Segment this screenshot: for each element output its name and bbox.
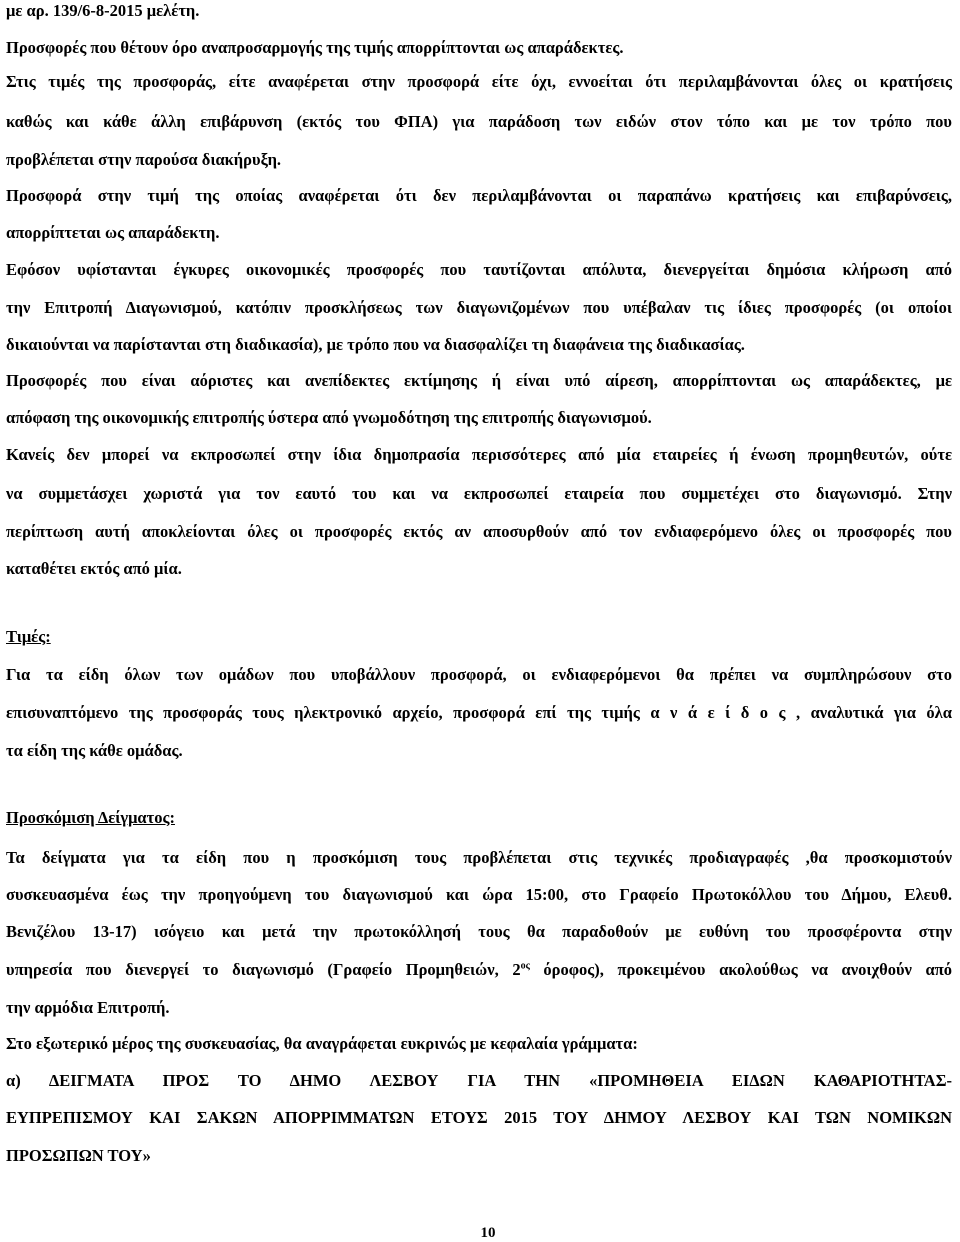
label-line: ΠΡΟΣΩΠΩΝ ΤΟΥ» xyxy=(6,1146,151,1165)
text-line: Προσφορές που είναι αόριστες και ανεπίδεκτες εκτίμησης ή είναι υπό αίρεση, απορρίπτονται ως απαράδεκτες, με xyxy=(6,371,952,390)
text-line: την αρμόδια Επιτροπή. xyxy=(6,998,170,1017)
text-fragment: όροφος), προκειμένου ακολούθως να ανοιχθούν από xyxy=(529,960,952,979)
superscript: ος xyxy=(520,960,530,972)
text-fragment: υπηρεσία που διενεργεί το διαγωνισμό (Γραφείο Προμηθειών, 2 xyxy=(6,960,521,979)
text-line: Βενιζέλου 13-17) ισόγειο και μετά την πρωτοκόλλησή τους θα παραδοθούν με ευθύνη του προσφέροντα στην xyxy=(6,922,952,941)
text-line: την Επιτροπή Διαγωνισμού, κατόπιν προσκλήσεως των διαγωνιζομένων που υπέβαλαν τις ίδιες προσφορές (οι οποίοι xyxy=(6,298,952,317)
text-line: Προσφορά στην τιμή της οποίας αναφέρεται ότι δεν περιλαμβάνονται οι παραπάνω κρατήσεις και επιβαρύνσεις, xyxy=(6,186,952,205)
text-line: Για τα είδη όλων των ομάδων που υποβάλλουν προσφορά, οι ενδιαφερόμενοι θα πρέπει να συμπληρώσουν στο xyxy=(6,665,952,684)
page-number: 10 xyxy=(480,1225,496,1241)
text-line: απορρίπτεται ως απαράδεκτη. xyxy=(6,223,220,242)
text-line: καθώς και κάθε άλλη επιβάρυνση (εκτός του ΦΠΑ) για παράδοση των ειδών στον τόπο και με τον τρόπο που xyxy=(6,112,952,131)
text-line xyxy=(6,960,952,980)
text-line: Στις τιμές της προσφοράς, είτε αναφέρεται στην προσφορά είτε όχι, εννοείται ότι περιλαμβάνονται όλες οι κρατήσεις xyxy=(6,72,952,91)
text-line: Προσφορές που θέτουν όρο αναπροσαρμογής της τιμής απορρίπτονται ως απαράδεκτες. xyxy=(6,38,624,57)
text-line: καταθέτει εκτός από μία. xyxy=(6,559,182,578)
text-line: τα είδη της κάθε ομάδας. xyxy=(6,741,183,760)
label-line: α) ΔΕΙΓΜΑΤΑ ΠΡΟΣ ΤΟ ΔΗΜΟ ΛΕΣΒΟΥ ΓΙΑ ΤΗΝ «ΠΡΟΜΗΘΕΙΑ ΕΙΔΩΝ ΚΑΘΑΡΙΟΤΗΤΑΣ- xyxy=(6,1071,952,1090)
text-line: Κανείς δεν μπορεί να εκπροσωπεί στην ίδια δημοπρασία περισσότερες από μία εταιρείες ή ένωση προμηθευτών, ούτε xyxy=(6,445,952,464)
text-line: προβλέπεται στην παρούσα διακήρυξη. xyxy=(6,150,282,169)
text-line: δικαιούνται να παρίστανται στη διαδικασία), με τρόπο που να διασφαλίζει τη διαφάνεια της διαδικασίας. xyxy=(6,335,745,354)
label-line: ΕΥΠΡΕΠΙΣΜΟΥ ΚΑΙ ΣΑΚΩΝ ΑΠΟΡΡΙΜΜΑΤΩΝ ΕΤΟΥΣ 2015 ΤΟΥ ΔΗΜΟΥ ΛΕΣΒΟΥ ΚΑΙ ΤΩΝ ΝΟΜΙΚΩΝ xyxy=(6,1108,952,1127)
text-line: περίπτωση αυτή αποκλείονται όλες οι προσφορές εκτός αν αποσυρθούν από τον ενδιαφερόμενο όλες οι προσφορές που xyxy=(6,522,952,541)
text-line: να συμμετάσχει χωριστά για τον εαυτό του και να εκπροσωπεί εταιρεία που συμμετέχει στο διαγωνισμό. Στην xyxy=(6,484,952,503)
text-line: με αρ. 139/6-8-2015 μελέτη. xyxy=(6,1,200,20)
samples-heading: Προσκόμιση Δείγματος: xyxy=(6,808,175,827)
text-line: Στο εξωτερικό μέρος της συσκευασίας, θα αναγράφεται ευκρινώς με κεφαλαία γράμματα: xyxy=(6,1034,638,1053)
text-line: επισυναπτόμενο της προσφοράς τους ηλεκτρονικό αρχείο, προσφορά επί της τιμής α ν ά ε ί δ ο ς , αναλυτικά για όλα xyxy=(6,703,952,722)
text-line: απόφαση της οικονομικής επιτροπής ύστερα από γνωμοδότηση της επιτροπής διαγωνισμού. xyxy=(6,408,652,427)
prices-heading: Τιμές: xyxy=(6,627,51,646)
text-line: συσκευασμένα έως την προηγούμενη του διαγωνισμού και ώρα 15:00, στο Γραφείο Πρωτοκόλλου του Δήμου, Ελευθ. xyxy=(6,885,952,904)
text-line: Τα δείγματα για τα είδη που η προσκόμιση τους προβλέπεται στις τεχνικές προδιαγραφές ,θα προσκομιστούν xyxy=(6,848,952,867)
text-line: Εφόσον υφίστανται έγκυρες οικονομικές προσφορές που ταυτίζονται απόλυτα, διενεργείται δημόσια κλήρωση από xyxy=(6,260,952,279)
